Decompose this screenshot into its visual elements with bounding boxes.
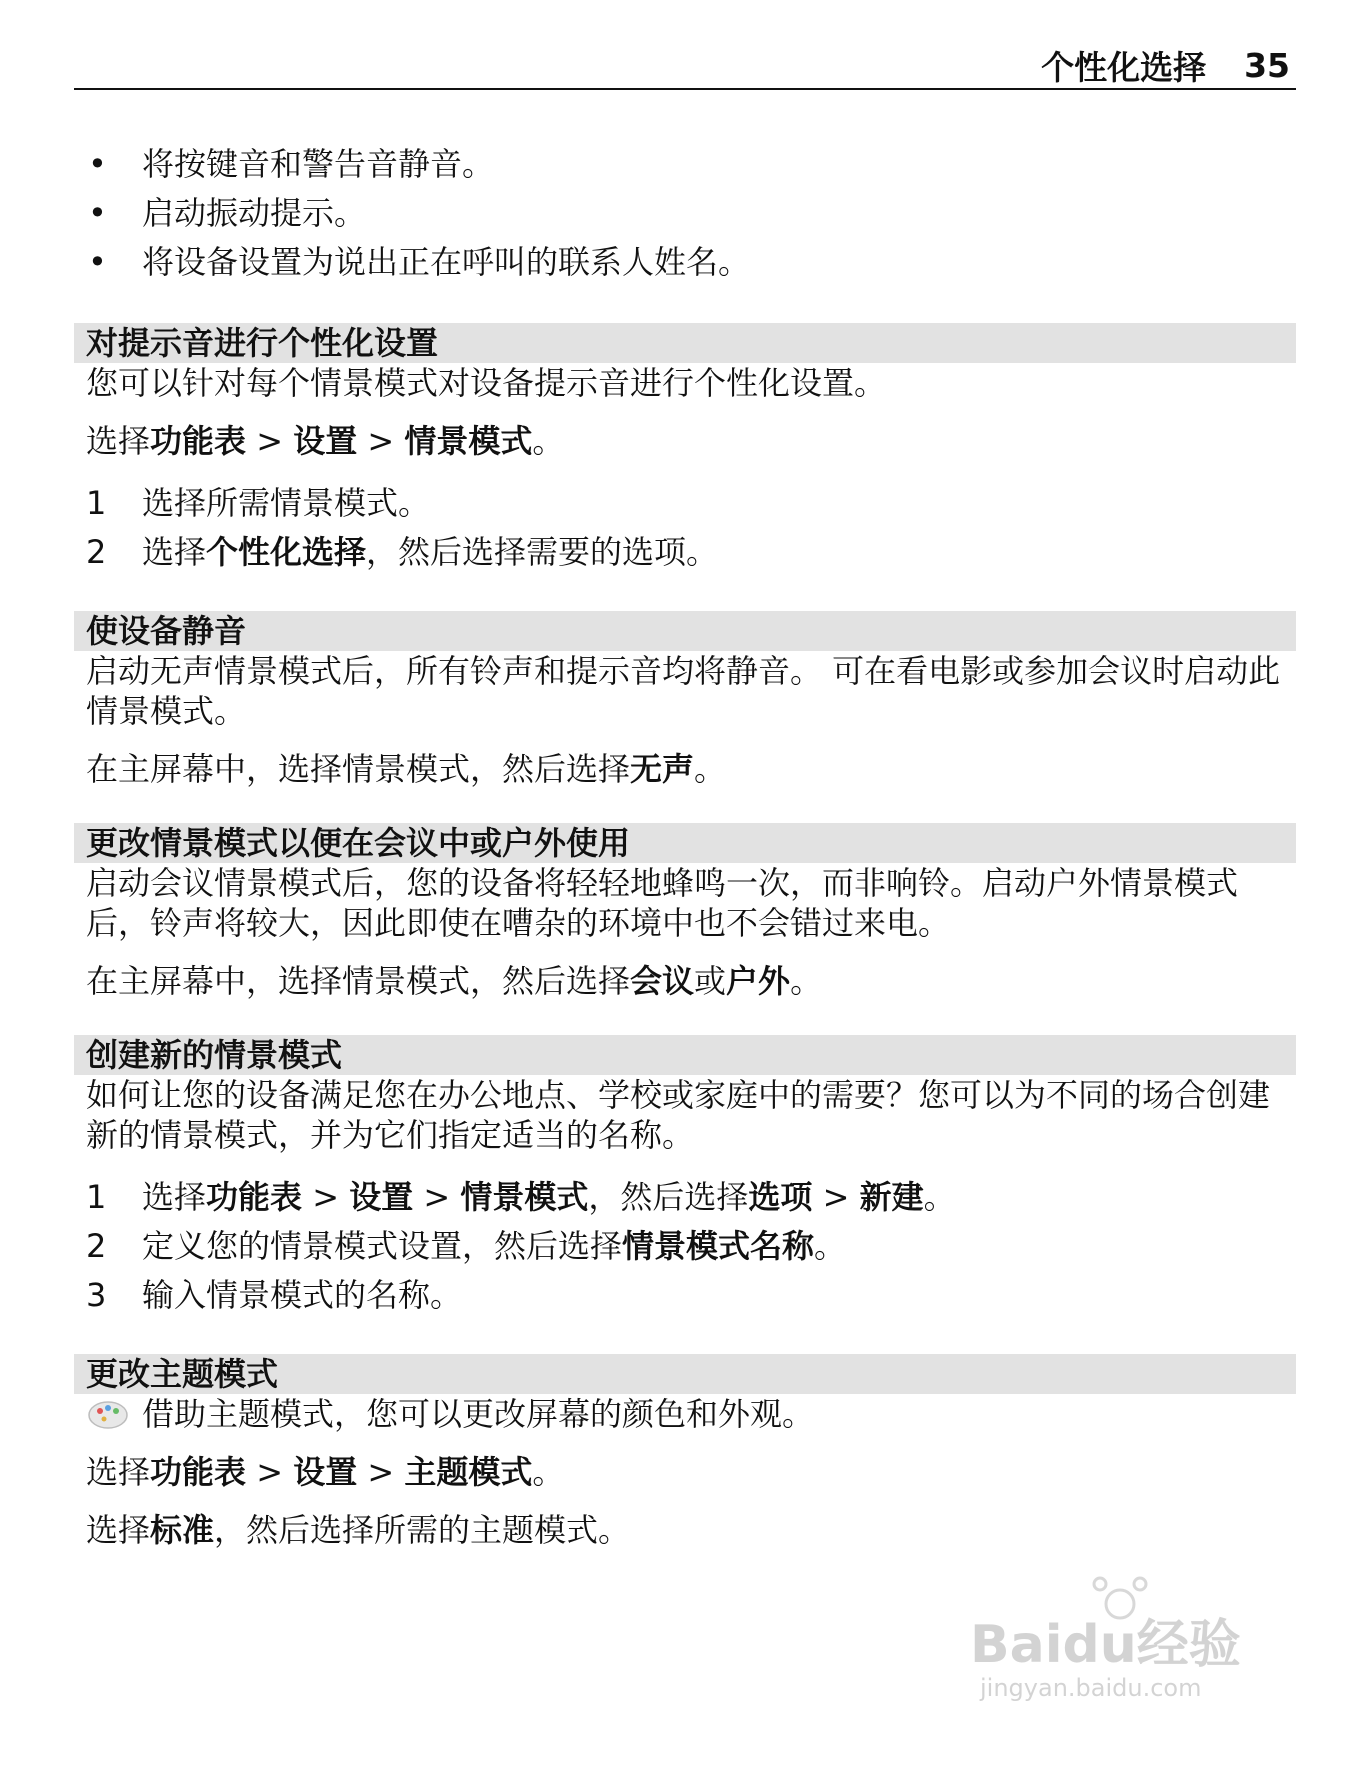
step-item: 1 选择功能表 > 设置 > 情景模式，然后选择选项 > 新建。 [86, 1178, 956, 1216]
section-heading: 使设备静音 [74, 611, 1296, 651]
paragraph: 启动无声情景模式后，所有铃声和提示音均将静音。 可在看电影或参加会议时启动此情景模式。 [86, 652, 1281, 730]
bullet-item: • 将按键音和警告音静音。 [86, 140, 1296, 189]
menu-path: 选择功能表 > 设置 > 主题模式。 [86, 1453, 565, 1491]
bullet-item: • 将设备设置为说出正在呼叫的联系人姓名。 [86, 238, 1296, 287]
page-number: 35 [1244, 45, 1290, 85]
steps-list [86, 1173, 1296, 1320]
paragraph: 如何让您的设备满足您在办公地点、学校或家庭中的需要？您可以为不同的场合创建新的情景模式，并为它们指定适当的名称。 [86, 1076, 1271, 1154]
paragraph: 选择标准，然后选择所需的主题模式。 [86, 1511, 631, 1549]
menu-path: 选择功能表 > 设置 > 情景模式。 [86, 422, 565, 460]
step-item: 1 选择所需情景模式。 [86, 484, 431, 522]
step-item: 3 输入情景模式的名称。 [86, 1276, 463, 1314]
page-header [74, 42, 1296, 90]
paragraph: 在主屏幕中，选择情景模式，然后选择无声。 [86, 750, 727, 788]
paragraph: 借助主题模式，您可以更改屏幕的颜色和外观。 [142, 1395, 815, 1433]
section-heading: 对提示音进行个性化设置 [74, 323, 1296, 363]
theme-intro [86, 1394, 1296, 1434]
paragraph: 您可以针对每个情景模式对设备提示音进行个性化设置。 [86, 364, 887, 402]
section-heading: 创建新的情景模式 [74, 1035, 1296, 1075]
watermark-url: jingyan.baidu.com [980, 1674, 1202, 1702]
section-heading: 更改主题模式 [74, 1354, 1296, 1394]
bullet-item: • 启动振动提示。 [86, 189, 1296, 238]
page-content [86, 140, 1296, 1550]
intro-bullet-list [86, 140, 1296, 287]
paragraph: 启动会议情景模式后，您的设备将轻轻地蜂鸣一次，而非响铃。启动户外情景模式后，铃声将较大，因此即使在嘈杂的环境中也不会错过来电。 [86, 864, 1239, 942]
paragraph: 在主屏幕中，选择情景模式，然后选择会议或户外。 [86, 962, 823, 1000]
theme-palette-icon [86, 1396, 130, 1432]
step-item: 2 定义您的情景模式设置，然后选择情景模式名称。 [86, 1227, 847, 1265]
section-heading: 更改情景模式以便在会议中或户外使用 [74, 823, 1296, 863]
header-title: 个性化选择 [1041, 47, 1207, 87]
baidu-watermark [960, 1574, 1280, 1704]
steps-list [86, 479, 1296, 577]
watermark-logo: Baidu经验 [970, 1615, 1241, 1675]
step-item: 2 选择个性化选择，然后选择需要的选项。 [86, 533, 719, 571]
